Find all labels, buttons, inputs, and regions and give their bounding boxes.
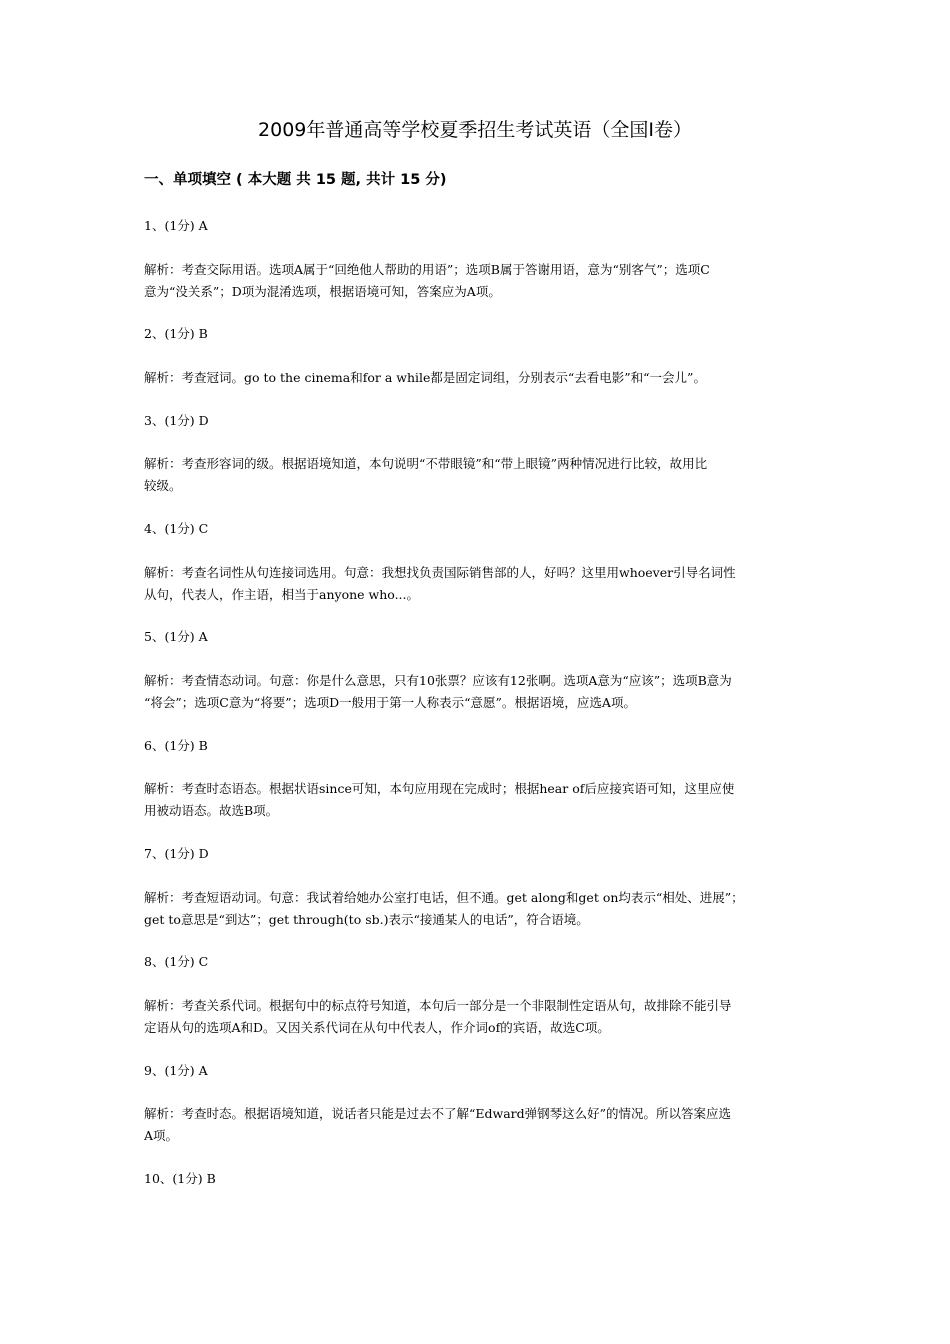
item-5-analysis-line-2: “将会”；选项C意为“将要”；选项D一般用于第一人称表示“意愿”。根据语境，应选A项。	[144, 695, 636, 710]
item-7-analysis-line-1: 解析：考查短语动词。句意：我试着给她办公室打电话，但不通。get along和get on均表示“相处、进展”；	[144, 890, 744, 905]
item-3-analysis-line-1: 解析：考查形容词的级。根据语境知道，本句说明“不带眼镜”和“带上眼镜”两种情况进行比较，故用比	[144, 456, 708, 471]
item-8-analysis-line-2: 定语从句的选项A和D。又因关系代词在从句中代表人，作介词of的宾语，故选C项。	[144, 1020, 610, 1035]
item-8-header: 8、(1分) C	[144, 954, 209, 969]
item-9-analysis-line-2: A项。	[144, 1128, 179, 1143]
item-6-analysis-line-2: 用被动语态。故选B项。	[144, 803, 279, 818]
item-7-analysis-line-2: get to意思是“到达”；get through(to sb.)表示“接通某人的电话”，符合语境。	[144, 912, 589, 927]
item-4-header: 4、(1分) C	[144, 521, 209, 536]
item-3-header: 3、(1分) D	[144, 413, 209, 428]
item-9-analysis-line-1: 解析：考查时态。根据语境知道，说话者只能是过去不了解“Edward弹钢琴这么好”的情况。所以答案应选	[144, 1106, 732, 1121]
item-7-header: 7、(1分) D	[144, 846, 209, 861]
item-5-analysis-line-1: 解析：考查情态动词。句意：你是什么意思，只有10张票？应该有12张啊。选项A意为“应该”；选项B意为	[144, 673, 732, 688]
item-8-analysis-line-1: 解析：考查关系代词。根据句中的标点符号知道，本句后一部分是一个非限制性定语从句，故排除不能引导	[144, 998, 732, 1013]
item-4-analysis-line-2: 从句，代表人，作主语，相当于anyone who...。	[144, 587, 419, 602]
item-1-analysis-line-1: 解析：考查交际用语。选项A属于“回绝他人帮助的用语”；选项B属于答谢用语，意为“别客气”；选项C	[144, 262, 710, 277]
item-3-analysis-line-2: 较级。	[144, 478, 182, 493]
item-10-header: 10、(1分) B	[144, 1171, 216, 1186]
document-title: 2009年普通高等学校夏季招生考试英语（全国Ⅰ卷）	[258, 119, 692, 141]
item-6-header: 6、(1分) B	[144, 738, 208, 753]
section-title: 一、单项填空 ( 本大题 共 15 题, 共计 15 分)	[144, 172, 447, 188]
item-5-header: 5、(1分) A	[144, 629, 208, 644]
item-2-analysis-line-1: 解析：考查冠词。go to the cinema和for a while都是固定词组，分别表示“去看电影”和“一会儿”。	[144, 370, 706, 385]
item-2-header: 2、(1分) B	[144, 326, 208, 341]
item-6-analysis-line-1: 解析：考查时态语态。根据状语since可知，本句应用现在完成时；根据hear of后应接宾语可知，这里应使	[144, 781, 735, 796]
item-9-header: 9、(1分) A	[144, 1063, 208, 1078]
item-1-analysis-line-2: 意为“没关系”；D项为混淆选项，根据语境可知，答案应为A项。	[144, 284, 501, 299]
item-4-analysis-line-1: 解析：考查名词性从句连接词选用。句意：我想找负责国际销售部的人，好吗？这里用whoever引导名词性	[144, 565, 736, 580]
item-1-header: 1、(1分) A	[144, 218, 208, 233]
